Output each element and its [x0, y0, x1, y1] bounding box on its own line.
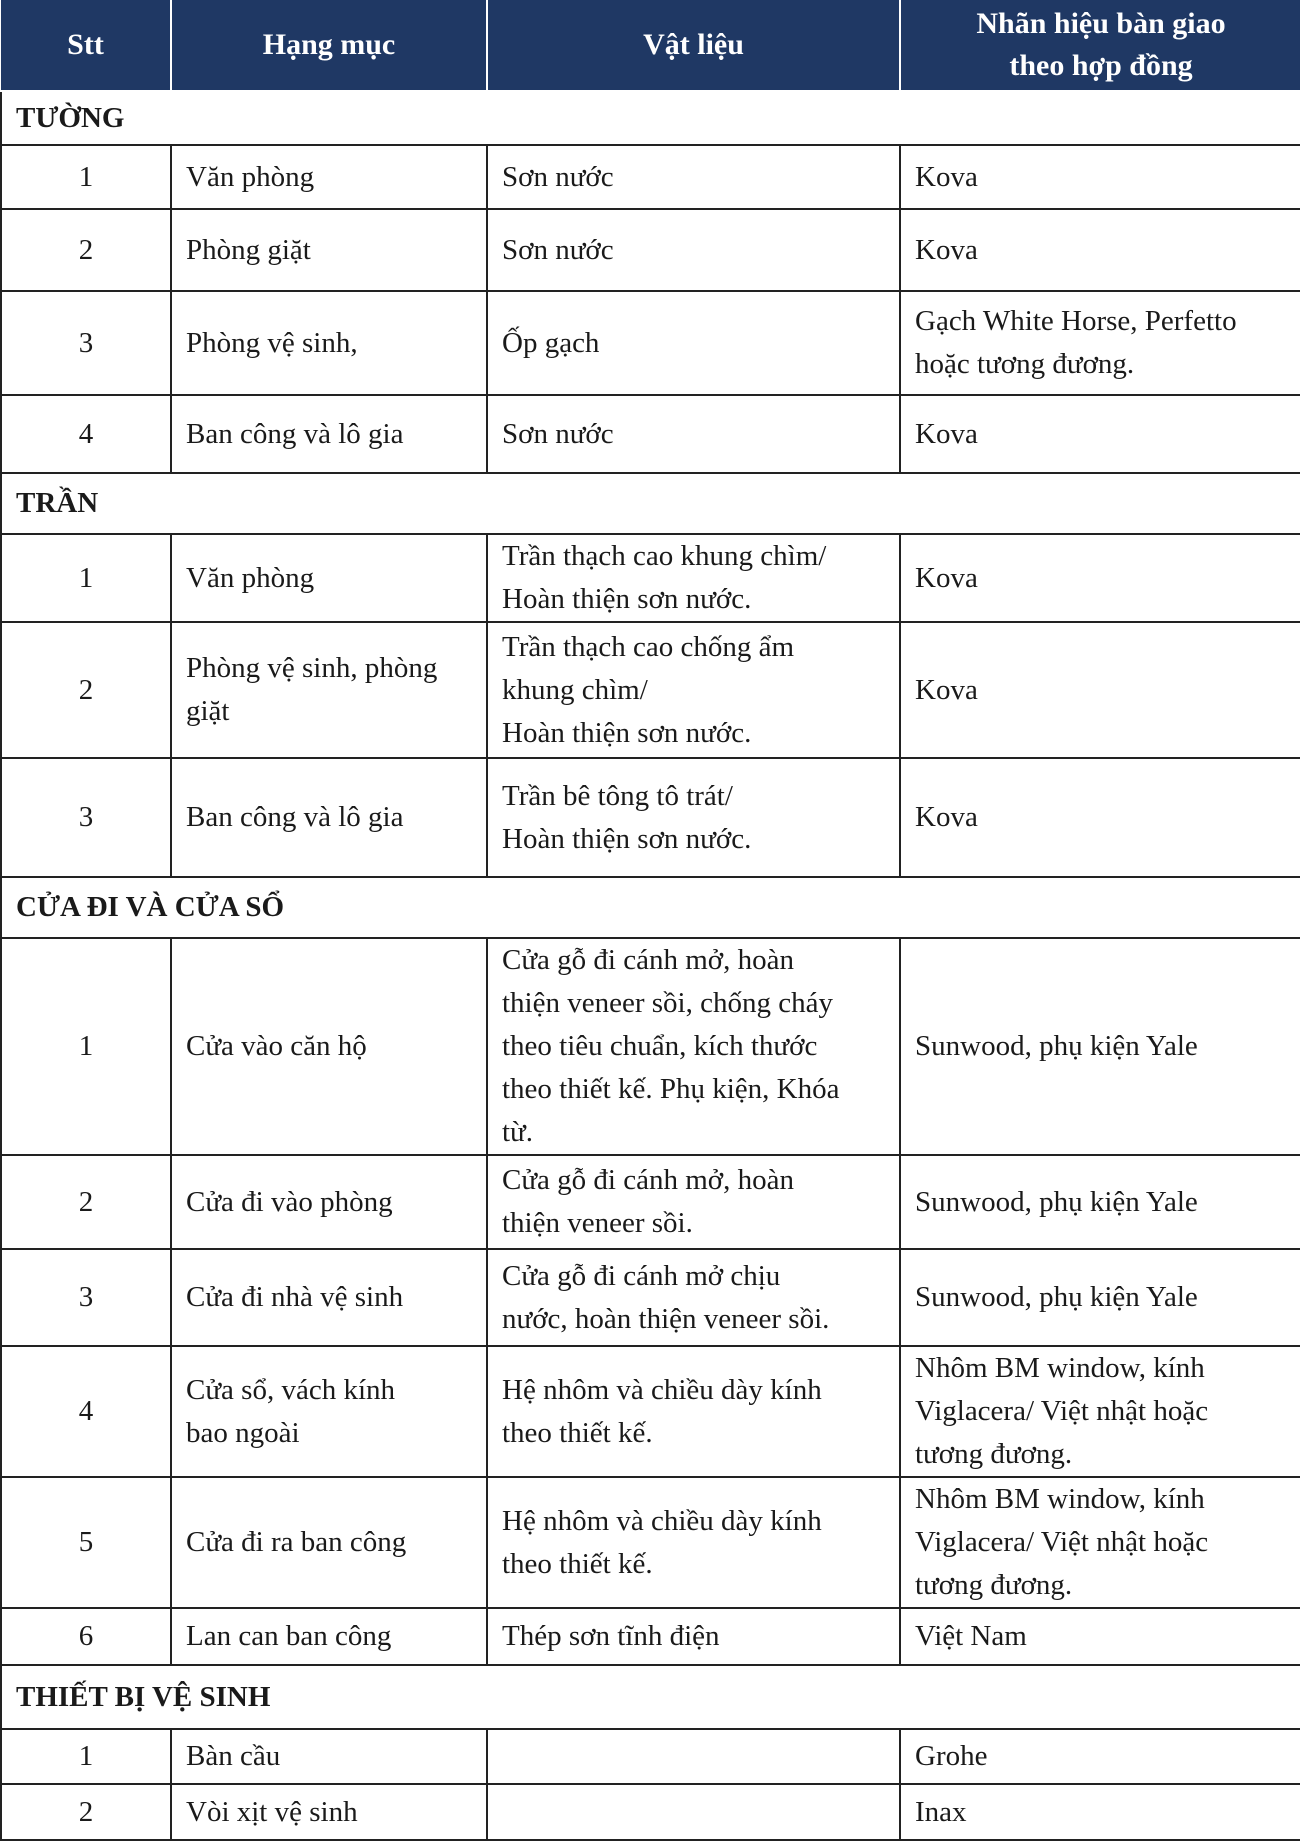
cell-hang-muc: Phòng vệ sinh, phòng giặt	[171, 622, 487, 758]
cell-nhan-hieu: Việt Nam	[900, 1608, 1300, 1665]
table-row	[1, 209, 1300, 291]
table-row	[1, 1249, 1300, 1346]
cell-nhan-hieu: Kova	[900, 395, 1300, 473]
cell-hang-muc: Cửa đi nhà vệ sinh	[171, 1249, 487, 1346]
cell-vat-lieu: Ốp gạch	[487, 291, 900, 395]
cell-nhan-hieu: Nhôm BM window, kính Viglacera/ Việt nhật hoặc tương đương.	[900, 1477, 1300, 1608]
table-row	[1, 1784, 1300, 1840]
cell-hang-muc: Văn phòng	[171, 145, 487, 209]
cell-nhan-hieu: Nhôm BM window, kính Viglacera/ Việt nhật hoặc tương đương.	[900, 1346, 1300, 1477]
cell-nhan-hieu: Sunwood, phụ kiện Yale	[900, 1249, 1300, 1346]
cell-stt: 6	[1, 1608, 171, 1665]
cell-vat-lieu: Trần thạch cao chống ẩm khung chìm/ Hoàn thiện sơn nước.	[487, 622, 900, 758]
cell-vat-lieu: Thép sơn tĩnh điện	[487, 1608, 900, 1665]
cell-nhan-hieu: Inax	[900, 1784, 1300, 1840]
table-row	[1, 622, 1300, 758]
table-row	[1, 938, 1300, 1155]
cell-stt: 1	[1, 938, 171, 1155]
table-row	[1, 1729, 1300, 1784]
cell-stt: 1	[1, 1729, 171, 1784]
cell-hang-muc: Bàn cầu	[171, 1729, 487, 1784]
cell-hang-muc: Phòng giặt	[171, 209, 487, 291]
cell-vat-lieu: Cửa gỗ đi cánh mở, hoàn thiện veneer sồi, chống cháy theo tiêu chuẩn, kích thước theo thiết kế. Phụ kiện, Khóa từ.	[487, 938, 900, 1155]
cell-stt: 1	[1, 145, 171, 209]
cell-nhan-hieu: Kova	[900, 534, 1300, 622]
table-row	[1, 145, 1300, 209]
cell-nhan-hieu: Grohe	[900, 1729, 1300, 1784]
cell-vat-lieu: Sơn nước	[487, 145, 900, 209]
cell-nhan-hieu: Kova	[900, 145, 1300, 209]
table-row	[1, 395, 1300, 473]
cell-vat-lieu	[487, 1784, 900, 1840]
section-title: TRẦN	[1, 473, 1300, 534]
table-row	[1, 758, 1300, 877]
cell-vat-lieu: Hệ nhôm và chiều dày kính theo thiết kế.	[487, 1477, 900, 1608]
cell-hang-muc: Cửa sổ, vách kính bao ngoài	[171, 1346, 487, 1477]
header-nhan-hieu: Nhãn hiệu bàn giao theo hợp đồng	[900, 0, 1300, 91]
cell-hang-muc: Cửa đi ra ban công	[171, 1477, 487, 1608]
cell-stt: 4	[1, 1346, 171, 1477]
cell-hang-muc: Vòi xịt vệ sinh	[171, 1784, 487, 1840]
section-title: TƯỜNG	[1, 91, 1300, 145]
table-row	[1, 534, 1300, 622]
section-row-tran	[1, 473, 1300, 534]
table-row	[1, 1608, 1300, 1665]
cell-vat-lieu: Trần bê tông tô trát/ Hoàn thiện sơn nước.	[487, 758, 900, 877]
header-hang-muc: Hạng mục	[171, 0, 487, 91]
header-row	[1, 0, 1300, 91]
cell-stt: 2	[1, 1784, 171, 1840]
cell-vat-lieu: Sơn nước	[487, 209, 900, 291]
cell-vat-lieu	[487, 1729, 900, 1784]
table-row	[1, 291, 1300, 395]
cell-stt: 1	[1, 534, 171, 622]
cell-hang-muc: Ban công và lô gia	[171, 758, 487, 877]
cell-hang-muc: Văn phòng	[171, 534, 487, 622]
section-row-tuong	[1, 91, 1300, 145]
cell-hang-muc: Lan can ban công	[171, 1608, 487, 1665]
section-row-cua	[1, 877, 1300, 938]
cell-vat-lieu: Sơn nước	[487, 395, 900, 473]
section-title: CỬA ĐI VÀ CỬA SỔ	[1, 877, 1300, 938]
cell-hang-muc: Cửa đi vào phòng	[171, 1155, 487, 1249]
cell-stt: 5	[1, 1477, 171, 1608]
cell-stt: 4	[1, 395, 171, 473]
section-row-thiet-bi	[1, 1665, 1300, 1729]
cell-hang-muc: Ban công và lô gia	[171, 395, 487, 473]
section-title: THIẾT BỊ VỆ SINH	[1, 1665, 1300, 1729]
cell-stt: 2	[1, 209, 171, 291]
cell-nhan-hieu: Gạch White Horse, Perfetto hoặc tương đương.	[900, 291, 1300, 395]
cell-stt: 3	[1, 758, 171, 877]
cell-stt: 2	[1, 622, 171, 758]
cell-vat-lieu: Cửa gỗ đi cánh mở chịu nước, hoàn thiện veneer sồi.	[487, 1249, 900, 1346]
header-vat-lieu: Vật liệu	[487, 0, 900, 91]
cell-hang-muc: Phòng vệ sinh,	[171, 291, 487, 395]
table-row	[1, 1346, 1300, 1477]
cell-vat-lieu: Cửa gỗ đi cánh mở, hoàn thiện veneer sồi.	[487, 1155, 900, 1249]
header-stt: Stt	[1, 0, 171, 91]
cell-nhan-hieu: Kova	[900, 622, 1300, 758]
cell-nhan-hieu: Sunwood, phụ kiện Yale	[900, 938, 1300, 1155]
cell-stt: 3	[1, 1249, 171, 1346]
table-header	[1, 0, 1300, 91]
table-row	[1, 1155, 1300, 1249]
table-row	[1, 1477, 1300, 1608]
cell-stt: 3	[1, 291, 171, 395]
cell-vat-lieu: Hệ nhôm và chiều dày kính theo thiết kế.	[487, 1346, 900, 1477]
cell-hang-muc: Cửa vào căn hộ	[171, 938, 487, 1155]
cell-nhan-hieu: Sunwood, phụ kiện Yale	[900, 1155, 1300, 1249]
cell-vat-lieu: Trần thạch cao khung chìm/ Hoàn thiện sơn nước.	[487, 534, 900, 622]
cell-stt: 2	[1, 1155, 171, 1249]
cell-nhan-hieu: Kova	[900, 758, 1300, 877]
cell-nhan-hieu: Kova	[900, 209, 1300, 291]
